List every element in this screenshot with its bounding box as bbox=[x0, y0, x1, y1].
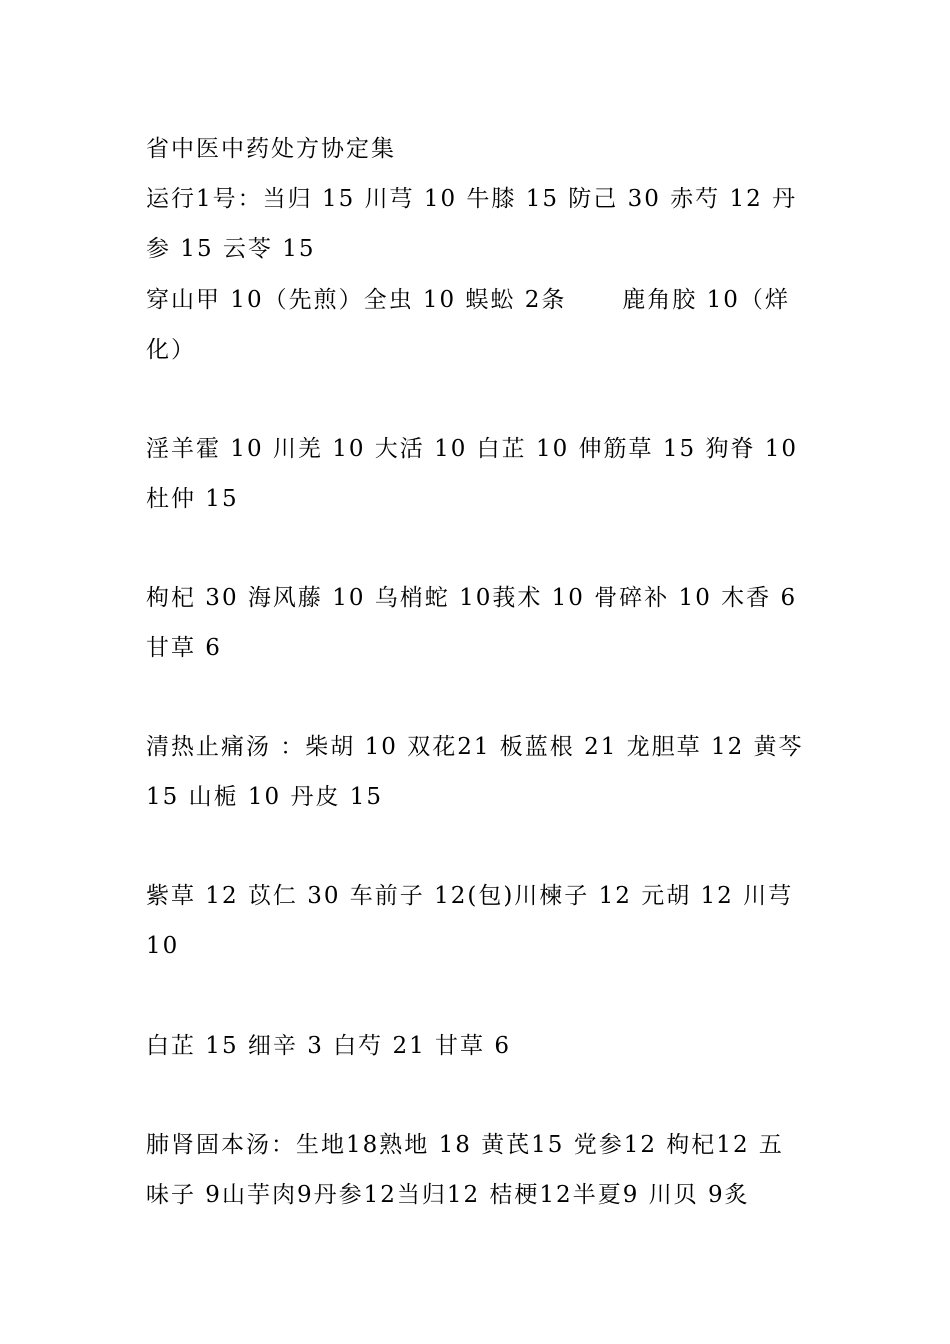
text-line-11: 紫草 12 苡仁 30 车前子 12(包)川楝子 12 元胡 12 川芎 bbox=[146, 883, 794, 909]
text-line-6: 杜仲 15 bbox=[146, 486, 239, 512]
text-line-10: 15 山栀 10 丹皮 15 bbox=[146, 784, 384, 810]
document-title: 省中医中药处方协定集 bbox=[146, 136, 396, 162]
text-line-3: 穿山甲 10（先煎）全虫 10 蜈蚣 2条 鹿角胶 10（烊 bbox=[146, 287, 790, 313]
text-line-13: 白芷 15 细辛 3 白芍 21 甘草 6 bbox=[146, 1033, 511, 1059]
text-line-14: 肺肾固本汤：生地18熟地 18 黄芪15 党参12 枸杞12 五 bbox=[146, 1132, 784, 1158]
text-line-8: 甘草 6 bbox=[146, 635, 222, 661]
text-line-5: 淫羊霍 10 川羌 10 大活 10 白芷 10 伸筋草 15 狗脊 10 bbox=[146, 436, 799, 462]
text-line-2: 参 15 云苓 15 bbox=[146, 236, 316, 262]
text-line-9: 清热止痛汤 ：柴胡 10 双花21 板蓝根 21 龙胆草 12 黄芩 bbox=[146, 734, 804, 760]
text-line-1: 运行1号：当归 15 川芎 10 牛膝 15 防己 30 赤芍 12 丹 bbox=[146, 186, 798, 212]
text-line-7: 枸杞 30 海风藤 10 乌梢蛇 10莪术 10 骨碎补 10 木香 6 bbox=[146, 585, 798, 611]
text-line-12: 10 bbox=[146, 933, 180, 959]
text-line-15: 味子 9山芋肉9丹参12当归12 桔梗12半夏9 川贝 9炙 bbox=[146, 1182, 750, 1208]
text-line-4: 化） bbox=[146, 337, 196, 363]
